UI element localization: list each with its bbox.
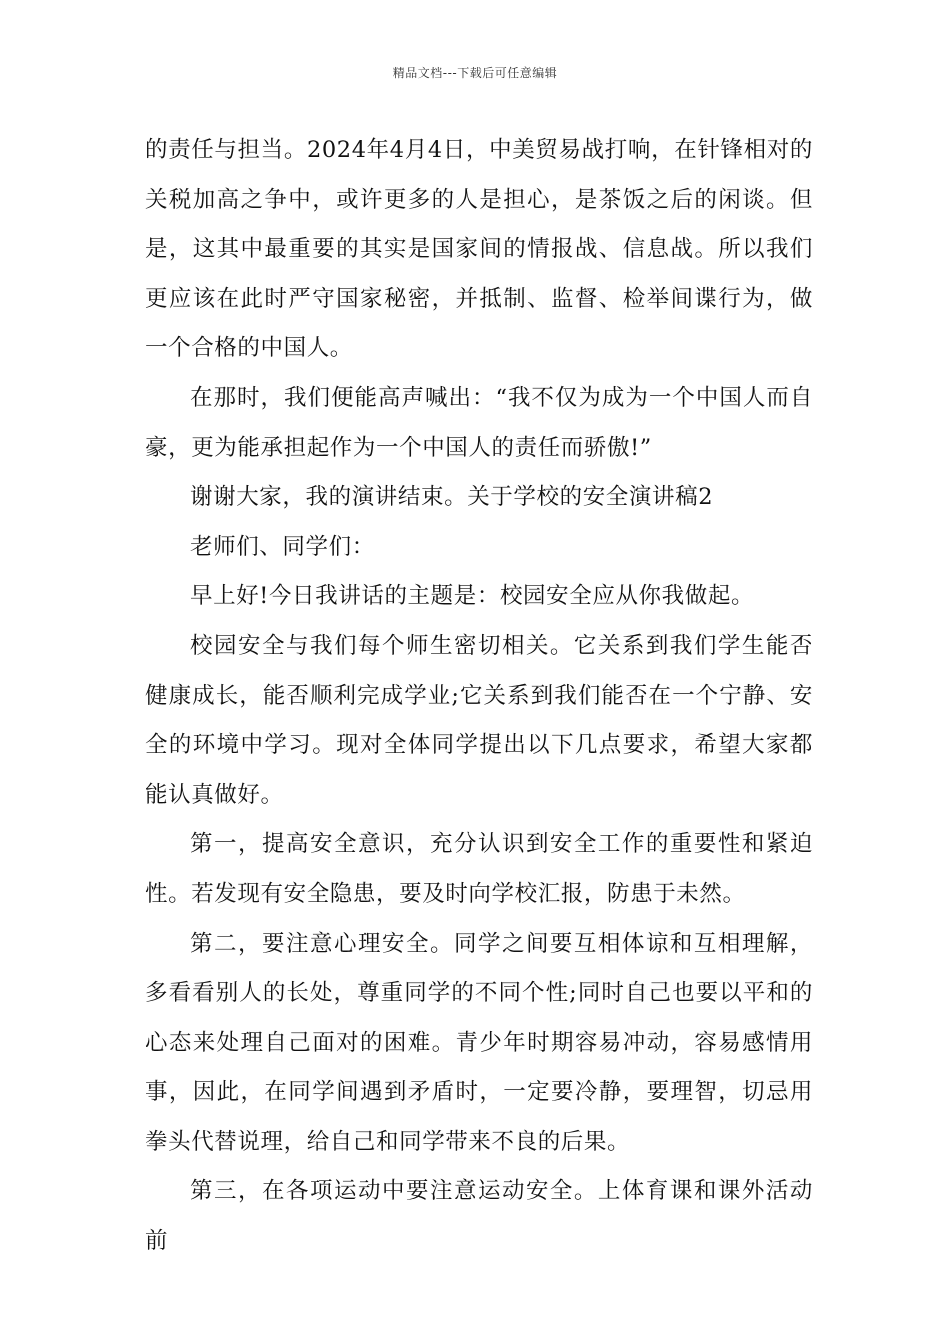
paragraph-5: 早上好!今日我讲话的主题是：校园安全应从你我做起。: [190, 583, 755, 610]
paragraph-9: 第三，在各项运动中要注意运动安全。上体育课和课外活动前: [145, 1178, 813, 1255]
document-body: [145, 126, 813, 1267]
paragraph-7: 第一，提高安全意识，充分认识到安全工作的重要性和紧迫性。若发现有安全隐患，要及时向学校汇报，防患于未然。: [145, 831, 813, 907]
paragraph-4: 老师们、同学们：: [190, 533, 375, 560]
paragraph-3: 谢谢大家，我的演讲结束。关于学校的安全演讲稿2: [190, 484, 714, 511]
page-header: 精品文档---下载后可任意编辑: [392, 66, 558, 80]
paragraph-6: 校园安全与我们每个师生密切相关。它关系到我们学生能否健康成长，能否顺利完成学业;它关系到我们能否在一个宁静、安全的环境中学习。现对全体同学提出以下几点要求，希望大家都能认真做好。: [145, 632, 813, 808]
paragraph-8: 第二，要注意心理安全。同学之间要互相体谅和互相理解，多看看别人的长处，尊重同学的不同个性;同时自己也要以平和的心态来处理自己面对的困难。青少年时期容易冲动，容易感情用事，因此，在同学间遇到矛盾时，一定要冷静，要理智，切忌用拳头代替说理，给自己和同学带来不良的后果。: [145, 930, 813, 1155]
paragraph-2: 在那时，我们便能高声喊出：“我不仅为成为一个中国人而自豪，更为能承担起作为一个中国人的责任而骄傲!”: [145, 384, 813, 461]
paragraph-1: 的责任与担当。2024年4月4日，中美贸易战打响，在针锋相对的关税加高之争中，或许更多的人是担心，是茶饭之后的闲谈。但是，这其中最重要的其实是国家间的情报战、信息战。所以我们更应该在此时严守国家秘密，并抵制、监督、检举间谍行为，做一个合格的中国人。: [145, 137, 813, 362]
